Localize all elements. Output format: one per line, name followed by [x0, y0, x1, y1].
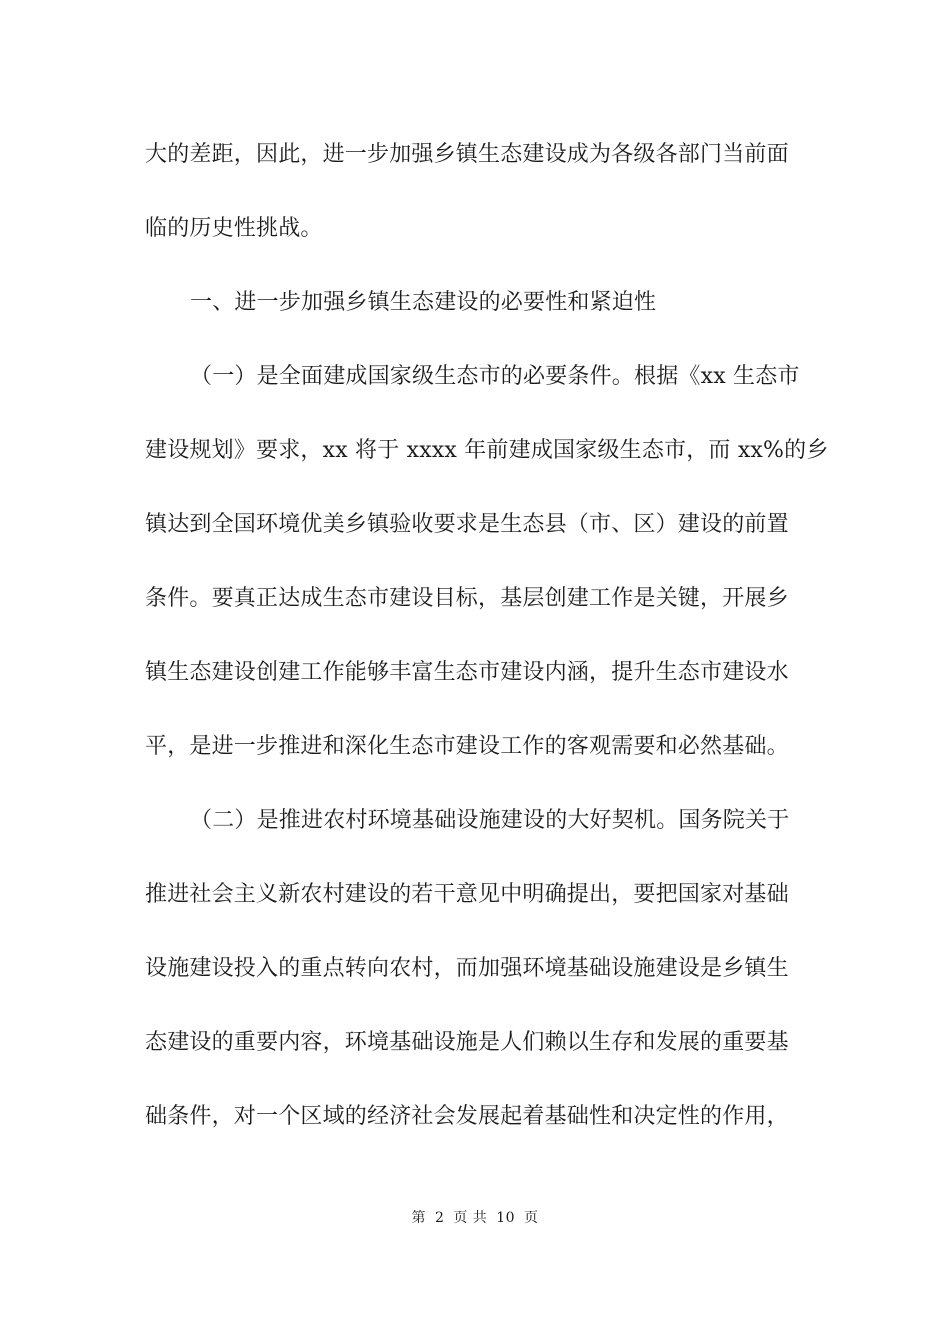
- page-footer: [0, 1208, 950, 1228]
- footer-prefix: 第: [411, 1210, 426, 1226]
- paragraph-line-10: （二）是推进农村环境基础设施建设的大好契机。国务院关于: [190, 808, 790, 833]
- paragraph-line-6: 镇达到全国环境优美乡镇验收要求是生态县（市、区）建设的前置: [145, 512, 789, 537]
- paragraph-line-5: 建设规划》要求，xx 将于 xxxx 年前建成国家级生态市，而 xx%的乡: [145, 438, 829, 463]
- paragraph-line-14: 础条件，对一个区域的经济社会发展起着基础性和决定性的作用，: [145, 1104, 789, 1129]
- footer-suffix: 页: [524, 1210, 539, 1226]
- paragraph-line-7: 条件。要真正达成生态市建设目标，基层创建工作是关键，开展乡: [145, 586, 789, 611]
- footer-middle: 页 共: [453, 1210, 488, 1226]
- footer-page-number: 2: [434, 1210, 445, 1226]
- paragraph-line-13: 态建设的重要内容，环境基础设施是人们赖以生存和发展的重要基: [145, 1030, 789, 1055]
- footer-total-pages: 10: [496, 1210, 516, 1226]
- paragraph-line-4: （一）是全面建成国家级生态市的必要条件。根据《xx 生态市: [190, 364, 800, 389]
- paragraph-line-11: 推进社会主义新农村建设的若干意见中明确提出，要把国家对基础: [145, 882, 789, 907]
- paragraph-line-9: 平，是进一步推进和深化生态市建设工作的客观需要和必然基础。: [145, 734, 789, 759]
- paragraph-line-2: 临的历史性挑战。: [145, 216, 323, 241]
- section-heading: 一、进一步加强乡镇生态建设的必要性和紧迫性: [190, 290, 657, 315]
- paragraph-line-1: 大的差距，因此，进一步加强乡镇生态建设成为各级各部门当前面: [145, 142, 789, 167]
- paragraph-line-12: 设施建设投入的重点转向农村，而加强环境基础设施建设是乡镇生: [145, 956, 789, 981]
- paragraph-line-8: 镇生态建设创建工作能够丰富生态市建设内涵，提升生态市建设水: [145, 660, 789, 685]
